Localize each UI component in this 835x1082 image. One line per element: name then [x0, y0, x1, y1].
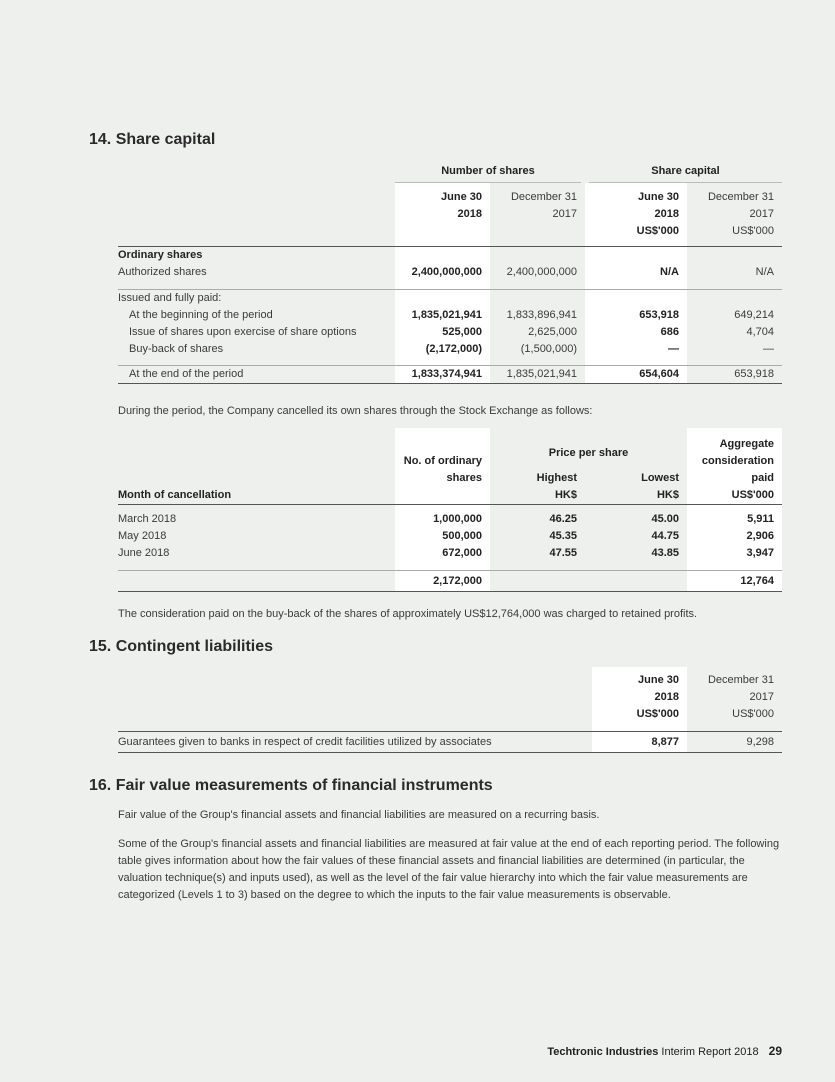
table-row-total: At the end of the period 1,833,374,941 1,835,021,941 654,604 653,918: [118, 365, 782, 383]
col-header-jun-shares: June 30: [395, 189, 490, 206]
table-row-total: 2,172,000 12,764: [118, 571, 782, 592]
cancellation-table: [118, 428, 782, 592]
col-header-2018-shares: 2018: [395, 206, 490, 223]
col-header-paid: paid: [687, 470, 782, 487]
col-header-jun: June 30: [592, 672, 687, 689]
col-header-dec-capital: December 31: [707, 190, 774, 203]
col-header-no-ordinary: No. of ordinary: [395, 453, 490, 470]
ordinary-shares-label: Ordinary shares: [118, 248, 203, 261]
col-header-hk-low: HK$: [656, 489, 679, 501]
col-header-hk-high: HK$: [554, 489, 577, 501]
col-header-shares: shares: [395, 470, 490, 487]
fair-value-para-2: Some of the Group's financial assets and financial liabilities are measured at fair value at the end of each reporting period. The following table gives information about how the fair values of these financial assets and financial liabilities are determined (in particular, the valuation technique(s) and inputs used), as well as the level of the fair value hierarchy into which the fair value measurements are categorized (Levels 1 to 3) based on the degree to which the inputs to the fair value measurements is observable.: [118, 838, 780, 901]
table-row: May 2018 500,000 45.35 44.75 2,906: [118, 528, 782, 545]
table-row: Issue of shares upon exercise of share options 525,000 2,625,000 686 4,704: [118, 324, 782, 341]
contingent-table: [118, 667, 782, 753]
fair-value-para-1: Fair value of the Group's financial assets and financial liabilities are measured on a recurring basis.: [118, 809, 600, 821]
section-16-title: 16. Fair value measurements of financial instruments: [89, 777, 493, 794]
table-row: Buy-back of shares (2,172,000) (1,500,000) — —: [118, 341, 782, 358]
col-header-unit-2018: US$'000: [585, 223, 687, 240]
table-row: At the beginning of the period 1,835,021,941 1,833,896,941 653,918 649,214: [118, 307, 782, 324]
col-header-unit-2018: US$'000: [592, 706, 687, 723]
group-header-capital: Share capital: [585, 162, 782, 182]
section-14-title: 14. Share capital: [89, 131, 216, 148]
page-number: 29: [768, 1044, 782, 1058]
table-row: March 2018 1,000,000 46.25 45.00 5,911: [118, 511, 782, 528]
col-header-2018: 2018: [592, 689, 687, 706]
footer-report: Interim Report 2018: [658, 1046, 759, 1058]
col-header-lowest: Lowest: [641, 472, 679, 484]
group-header-shares: Number of shares: [395, 162, 585, 182]
col-header-consideration: consideration: [687, 453, 782, 470]
col-header-2017-shares: 2017: [552, 207, 577, 220]
col-header-unit-2017: US$'000: [732, 708, 774, 720]
table-row: Authorized shares 2,400,000,000 2,400,000,000 N/A N/A: [118, 264, 782, 281]
col-header-2018-capital: 2018: [585, 206, 687, 223]
col-header-2017-capital: 2017: [749, 207, 774, 220]
col-header-highest: Highest: [536, 472, 577, 484]
section-15-title: 15. Contingent liabilities: [89, 638, 274, 655]
share-capital-table: [118, 162, 782, 384]
table-row: June 2018 672,000 47.55 43.85 3,947: [118, 545, 782, 562]
col-header-month: Month of cancellation: [118, 489, 232, 501]
col-header-unit-2017: US$'000: [732, 224, 774, 237]
table-row: Guarantees given to banks in respect of credit facilities utilized by associates 8,877 9,298: [118, 732, 782, 753]
issued-label: Issued and fully paid:: [118, 291, 222, 304]
col-header-price-per-share: Price per share: [548, 447, 629, 459]
col-header-usd: US$'000: [687, 487, 782, 505]
col-header-dec-shares: December 31: [510, 190, 577, 203]
col-header-jun-capital: June 30: [585, 189, 687, 206]
buyback-note: The consideration paid on the buy-back of the shares of approximately US$12,764,000 was charged to retained profits.: [118, 608, 698, 620]
col-header-2017: 2017: [749, 691, 774, 703]
col-header-aggregate: Aggregate: [687, 436, 782, 453]
footer-company: Techtronic Industries: [547, 1046, 659, 1058]
page-footer: [547, 1044, 782, 1058]
cancellation-intro: During the period, the Company cancelled its own shares through the Stock Exchange as follows:: [118, 405, 593, 417]
col-header-dec: December 31: [707, 674, 774, 686]
